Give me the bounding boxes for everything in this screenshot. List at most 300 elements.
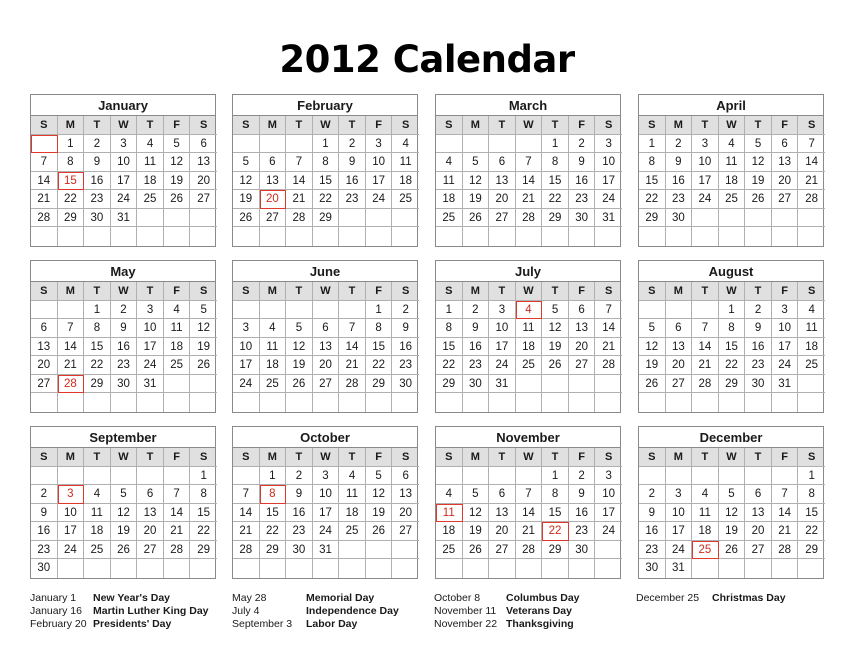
day-cell: 7	[692, 319, 719, 338]
day-cell: 5	[745, 135, 772, 154]
empty-cell	[392, 227, 419, 246]
day-cell: 21	[772, 522, 799, 541]
empty-cell	[542, 559, 569, 578]
day-cell: 19	[463, 190, 490, 209]
empty-cell	[542, 375, 569, 394]
day-cell: 14	[164, 504, 191, 523]
week-row	[233, 172, 417, 191]
day-cell: 5	[190, 301, 217, 320]
day-cell: 4	[260, 319, 287, 338]
holiday-name: New Year's Day	[93, 592, 171, 604]
empty-cell	[233, 227, 260, 246]
day-cell: 15	[542, 504, 569, 523]
empty-cell	[58, 559, 85, 578]
holiday-entry	[434, 618, 574, 631]
day-cell: 27	[190, 190, 217, 209]
empty-cell	[666, 301, 693, 320]
day-cell: 12	[366, 485, 393, 504]
holiday-day-cell: 28	[58, 375, 85, 394]
day-cell: 26	[719, 541, 746, 560]
day-cell: 20	[569, 338, 596, 357]
holiday-date: January 1	[30, 592, 77, 604]
empty-cell	[111, 393, 138, 412]
day-cell: 30	[639, 559, 666, 578]
day-cell: 17	[137, 338, 164, 357]
day-cell: 22	[313, 190, 340, 209]
day-cell: 22	[639, 190, 666, 209]
day-cell: 9	[745, 319, 772, 338]
day-cell: 29	[313, 209, 340, 228]
day-cell: 2	[339, 135, 366, 154]
weekday-header: S	[233, 282, 260, 301]
day-cell: 30	[286, 541, 313, 560]
day-cell: 19	[286, 356, 313, 375]
day-cell: 3	[233, 319, 260, 338]
day-cell: 11	[339, 485, 366, 504]
empty-cell	[798, 209, 825, 228]
weekday-header: M	[463, 448, 490, 467]
weekday-header: T	[692, 282, 719, 301]
empty-cell	[84, 393, 111, 412]
week-row	[639, 504, 823, 523]
day-cell: 17	[692, 172, 719, 191]
day-cell: 1	[260, 467, 287, 486]
empty-cell	[772, 227, 799, 246]
day-cell: 13	[489, 504, 516, 523]
weekday-header: F	[164, 448, 191, 467]
empty-cell	[164, 375, 191, 394]
weekday-header: T	[286, 282, 313, 301]
week-row	[639, 301, 823, 320]
day-cell: 15	[798, 504, 825, 523]
day-cell: 29	[58, 209, 85, 228]
day-cell: 27	[313, 375, 340, 394]
weekday-header: M	[463, 282, 490, 301]
empty-cell	[436, 393, 463, 412]
day-cell: 21	[339, 356, 366, 375]
empty-cell	[745, 393, 772, 412]
day-cell: 23	[111, 356, 138, 375]
empty-cell	[260, 301, 287, 320]
day-cell: 14	[692, 338, 719, 357]
holiday-column	[636, 592, 786, 605]
day-cell: 20	[489, 190, 516, 209]
day-cell: 21	[233, 522, 260, 541]
day-cell: 18	[436, 190, 463, 209]
empty-cell	[798, 375, 825, 394]
day-cell: 30	[745, 375, 772, 394]
week-row	[639, 153, 823, 172]
day-cell: 8	[639, 153, 666, 172]
day-cell: 5	[233, 153, 260, 172]
day-cell: 29	[260, 541, 287, 560]
empty-cell	[339, 559, 366, 578]
day-cell: 16	[111, 338, 138, 357]
empty-cell	[164, 393, 191, 412]
day-cell: 7	[772, 485, 799, 504]
day-cell: 8	[84, 319, 111, 338]
week-row	[436, 541, 620, 560]
day-cell: 3	[772, 301, 799, 320]
day-cell: 2	[31, 485, 58, 504]
day-cell: 18	[339, 504, 366, 523]
weekday-header: M	[666, 448, 693, 467]
day-cell: 24	[313, 522, 340, 541]
day-cell: 1	[639, 135, 666, 154]
day-cell: 9	[463, 319, 490, 338]
day-cell: 2	[745, 301, 772, 320]
week-row	[436, 135, 620, 154]
month-name: August	[639, 261, 823, 282]
day-cell: 22	[84, 356, 111, 375]
day-cell: 23	[569, 190, 596, 209]
day-cell: 9	[569, 153, 596, 172]
empty-cell	[366, 559, 393, 578]
weekday-header-row	[639, 282, 823, 301]
day-cell: 22	[366, 356, 393, 375]
day-cell: 2	[639, 485, 666, 504]
day-cell: 12	[111, 504, 138, 523]
day-cell: 15	[190, 504, 217, 523]
day-cell: 27	[489, 209, 516, 228]
weekday-header: M	[58, 116, 85, 135]
day-cell: 20	[313, 356, 340, 375]
weekday-header: T	[137, 116, 164, 135]
day-cell: 22	[798, 522, 825, 541]
week-row	[436, 153, 620, 172]
month-january	[30, 94, 216, 247]
weekday-header: S	[392, 116, 419, 135]
week-row	[233, 227, 417, 246]
day-cell: 18	[260, 356, 287, 375]
day-cell: 11	[392, 153, 419, 172]
day-cell: 8	[58, 153, 85, 172]
weekday-header: T	[489, 448, 516, 467]
day-cell: 29	[190, 541, 217, 560]
day-cell: 25	[719, 190, 746, 209]
day-cell: 19	[366, 504, 393, 523]
week-row	[436, 319, 620, 338]
day-cell: 28	[516, 209, 543, 228]
week-row	[233, 190, 417, 209]
weekday-header: T	[542, 116, 569, 135]
week-row	[436, 485, 620, 504]
day-cell: 23	[569, 522, 596, 541]
empty-cell	[692, 467, 719, 486]
holiday-entry	[30, 618, 172, 631]
empty-cell	[366, 209, 393, 228]
empty-cell	[798, 559, 825, 578]
week-row	[31, 301, 215, 320]
day-cell: 13	[666, 338, 693, 357]
weekday-header: W	[516, 448, 543, 467]
empty-cell	[595, 541, 622, 560]
day-cell: 3	[111, 135, 138, 154]
holiday-column	[232, 592, 399, 631]
day-cell: 25	[436, 209, 463, 228]
day-cell: 7	[595, 301, 622, 320]
empty-cell	[719, 559, 746, 578]
empty-cell	[516, 393, 543, 412]
weekday-header: S	[639, 116, 666, 135]
week-row	[31, 485, 215, 504]
weekday-header-row	[233, 282, 417, 301]
day-cell: 18	[436, 522, 463, 541]
empty-cell	[286, 393, 313, 412]
week-row	[436, 356, 620, 375]
day-cell: 21	[58, 356, 85, 375]
empty-cell	[260, 393, 287, 412]
day-cell: 21	[516, 522, 543, 541]
day-cell: 16	[286, 504, 313, 523]
day-cell: 15	[542, 172, 569, 191]
weekday-header-row	[31, 448, 215, 467]
day-cell: 5	[164, 135, 191, 154]
day-cell: 3	[313, 467, 340, 486]
day-cell: 17	[595, 172, 622, 191]
month-march	[435, 94, 621, 247]
weekday-header: M	[58, 282, 85, 301]
weekday-header: S	[595, 116, 622, 135]
day-cell: 20	[489, 522, 516, 541]
weekday-header: F	[569, 116, 596, 135]
weekday-header: T	[489, 282, 516, 301]
weekday-header: W	[313, 448, 340, 467]
day-cell: 6	[489, 485, 516, 504]
week-row	[639, 541, 823, 560]
empty-cell	[542, 393, 569, 412]
day-cell: 20	[190, 172, 217, 191]
day-cell: 28	[233, 541, 260, 560]
day-cell: 3	[137, 301, 164, 320]
holiday-date: February 20	[30, 618, 87, 630]
empty-cell	[692, 559, 719, 578]
day-cell: 16	[392, 338, 419, 357]
weekday-header: F	[772, 448, 799, 467]
holiday-entry	[434, 592, 580, 605]
day-cell: 26	[745, 190, 772, 209]
empty-cell	[639, 467, 666, 486]
day-cell: 25	[339, 522, 366, 541]
day-cell: 26	[366, 522, 393, 541]
empty-cell	[719, 227, 746, 246]
weekday-header-row	[436, 282, 620, 301]
holiday-column	[434, 592, 580, 631]
empty-cell	[666, 393, 693, 412]
empty-cell	[745, 559, 772, 578]
day-cell: 10	[111, 153, 138, 172]
day-cell: 22	[58, 190, 85, 209]
week-row	[31, 135, 215, 154]
day-cell: 24	[666, 541, 693, 560]
week-row	[639, 356, 823, 375]
day-cell: 20	[772, 172, 799, 191]
day-cell: 15	[313, 172, 340, 191]
day-cell: 10	[137, 319, 164, 338]
weekday-header: W	[111, 448, 138, 467]
day-cell: 28	[798, 190, 825, 209]
day-cell: 6	[137, 485, 164, 504]
day-cell: 6	[313, 319, 340, 338]
day-cell: 9	[84, 153, 111, 172]
week-row	[233, 338, 417, 357]
day-cell: 31	[489, 375, 516, 394]
holiday-name: Veterans Day	[506, 605, 572, 617]
day-cell: 14	[31, 172, 58, 191]
empty-cell	[666, 227, 693, 246]
holiday-date: December 25	[636, 592, 700, 604]
holiday-entry	[232, 618, 358, 631]
day-cell: 6	[260, 153, 287, 172]
day-cell: 24	[58, 541, 85, 560]
day-cell: 3	[595, 135, 622, 154]
day-cell: 11	[719, 153, 746, 172]
weekday-header: M	[463, 116, 490, 135]
day-cell: 18	[84, 522, 111, 541]
day-cell: 27	[772, 190, 799, 209]
day-cell: 13	[569, 319, 596, 338]
weekday-header: T	[692, 116, 719, 135]
week-row	[31, 356, 215, 375]
empty-cell	[595, 227, 622, 246]
week-row	[31, 190, 215, 209]
empty-cell	[436, 559, 463, 578]
day-cell: 5	[463, 485, 490, 504]
holiday-day-cell	[31, 135, 58, 154]
empty-cell	[339, 301, 366, 320]
day-cell: 31	[137, 375, 164, 394]
week-row	[233, 301, 417, 320]
weekday-header: T	[84, 448, 111, 467]
day-cell: 7	[286, 153, 313, 172]
day-cell: 28	[31, 209, 58, 228]
day-cell: 25	[84, 541, 111, 560]
weekday-header: T	[84, 116, 111, 135]
empty-cell	[772, 559, 799, 578]
day-cell: 3	[366, 135, 393, 154]
day-cell: 15	[719, 338, 746, 357]
week-row	[639, 338, 823, 357]
day-cell: 17	[233, 356, 260, 375]
holiday-name: Memorial Day	[306, 592, 375, 604]
day-cell: 11	[516, 319, 543, 338]
day-cell: 21	[798, 172, 825, 191]
day-cell: 22	[436, 356, 463, 375]
month-december	[638, 426, 824, 579]
day-cell: 24	[489, 356, 516, 375]
day-cell: 19	[233, 190, 260, 209]
day-cell: 10	[489, 319, 516, 338]
day-cell: 19	[111, 522, 138, 541]
week-row	[233, 559, 417, 578]
empty-cell	[595, 559, 622, 578]
day-cell: 4	[436, 153, 463, 172]
week-row	[233, 541, 417, 560]
weekday-header: W	[313, 282, 340, 301]
weekday-header: M	[666, 282, 693, 301]
week-row	[233, 356, 417, 375]
day-cell: 27	[745, 541, 772, 560]
day-cell: 26	[463, 541, 490, 560]
day-cell: 21	[31, 190, 58, 209]
day-cell: 27	[489, 541, 516, 560]
weekday-header: S	[798, 282, 825, 301]
day-cell: 5	[463, 153, 490, 172]
empty-cell	[339, 209, 366, 228]
month-name: October	[233, 427, 417, 448]
day-cell: 25	[436, 541, 463, 560]
day-cell: 28	[286, 209, 313, 228]
week-row	[31, 319, 215, 338]
empty-cell	[164, 209, 191, 228]
day-cell: 5	[111, 485, 138, 504]
day-cell: 4	[798, 301, 825, 320]
empty-cell	[719, 467, 746, 486]
empty-cell	[260, 135, 287, 154]
week-row	[233, 319, 417, 338]
weekday-header: F	[164, 116, 191, 135]
day-cell: 9	[286, 485, 313, 504]
empty-cell	[666, 467, 693, 486]
week-row	[31, 504, 215, 523]
day-cell: 11	[436, 172, 463, 191]
week-row	[233, 153, 417, 172]
weekday-header: S	[392, 448, 419, 467]
day-cell: 16	[569, 504, 596, 523]
day-cell: 4	[692, 485, 719, 504]
day-cell: 21	[595, 338, 622, 357]
day-cell: 22	[260, 522, 287, 541]
day-cell: 7	[516, 153, 543, 172]
empty-cell	[798, 393, 825, 412]
day-cell: 6	[772, 135, 799, 154]
week-row	[31, 393, 215, 412]
holiday-name: Thanksgiving	[506, 618, 574, 630]
week-row	[436, 227, 620, 246]
empty-cell	[569, 559, 596, 578]
day-cell: 5	[639, 319, 666, 338]
day-cell: 14	[286, 172, 313, 191]
day-cell: 30	[569, 541, 596, 560]
day-cell: 15	[639, 172, 666, 191]
day-cell: 2	[392, 301, 419, 320]
day-cell: 31	[666, 559, 693, 578]
day-cell: 11	[84, 504, 111, 523]
day-cell: 4	[84, 485, 111, 504]
day-cell: 4	[339, 467, 366, 486]
empty-cell	[313, 393, 340, 412]
day-cell: 6	[745, 485, 772, 504]
day-cell: 12	[639, 338, 666, 357]
day-cell: 1	[798, 467, 825, 486]
day-cell: 16	[463, 338, 490, 357]
day-cell: 5	[286, 319, 313, 338]
day-cell: 2	[111, 301, 138, 320]
week-row	[31, 172, 215, 191]
empty-cell	[639, 227, 666, 246]
day-cell: 12	[286, 338, 313, 357]
day-cell: 20	[137, 522, 164, 541]
empty-cell	[137, 227, 164, 246]
day-cell: 8	[719, 319, 746, 338]
empty-cell	[392, 559, 419, 578]
empty-cell	[233, 559, 260, 578]
day-cell: 14	[595, 319, 622, 338]
day-cell: 12	[463, 172, 490, 191]
month-august	[638, 260, 824, 413]
day-cell: 27	[392, 522, 419, 541]
month-name: January	[31, 95, 215, 116]
